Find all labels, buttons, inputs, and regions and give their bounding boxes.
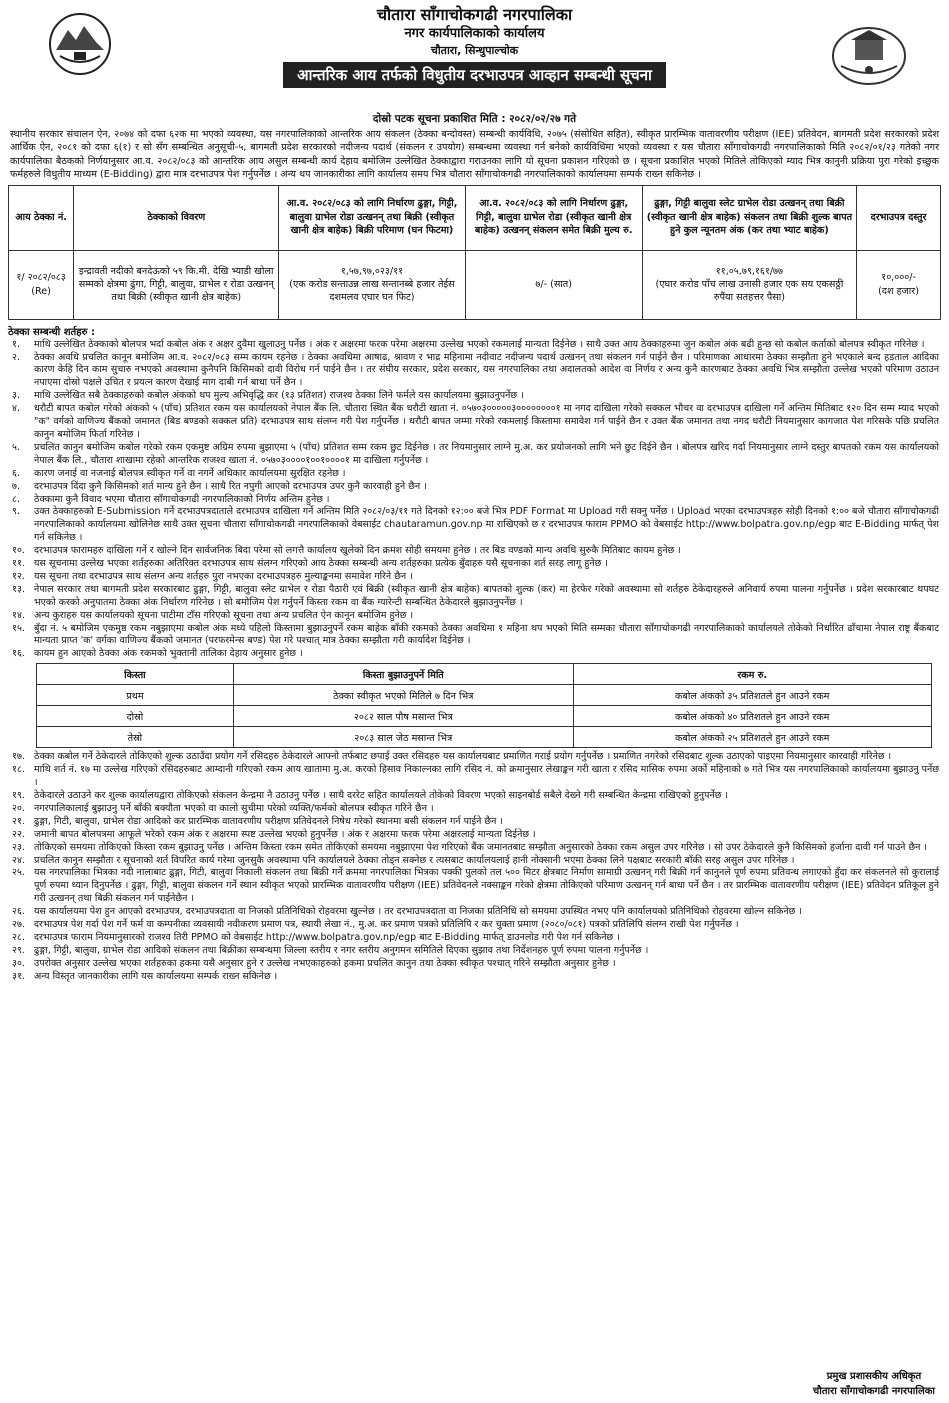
list-item: ३०. उपरोक्त अनुसार उल्लेख भएका शर्तहरुका हकमा यसै अनुसार हुने र उल्लेख नभएकाहरुको हकमा प्रचलित कानुन तथा ठेक्का स्वीकृत पश्चात् गरिने सम्झौता अनुसार हुनेछ । bbox=[12, 957, 616, 969]
list-item: २१. ढुङ्गा, गिटी, बालुवा, ग्राभेल रोडा आदिको कर प्रारम्भिक वातावरणीय परीक्षण प्रतिवेदनले निषेध गरेको स्थानमा बसी संकलन गर्न पाईने छैन । bbox=[12, 815, 503, 827]
list-item: ५. प्रचलित कानुन बमोजिम कबोल गरेको रकम एकमुष्ट अग्रिम रुपमा बुझाएमा ५ (पाँच) प्रतिशत सम्म रकम छुट दिईनेछ । तर नियमानुसार लाग्ने मु.अ. कर प्रयोजनको लागि भने छुट दिईने छैन । बोलपत्र खरिद गर्दा नियमानुसार लाग्ने दस्तुर बापतको रकम यस कार्यालयको नेपाल बैंक लि., चौतारा शाखामा रहेको आन्तरिक राजश्व खाता नं. ०५७०३००००१००१००००१ मा दाखिला गर्नुपर्नेछ । bbox=[12, 441, 939, 466]
col-contract-no: आय ठेक्का नं. bbox=[9, 185, 74, 250]
list-item: २८. दरभाउपत्र फाराम नियमानुसारको राजश्व तिरी PPMO को वेबसाईट http://www.bolpatra.gov.np/egp बाट E-Bidding मार्फत् डाउनलोड गरी पेश गर्न सकिनेछ । bbox=[12, 931, 620, 943]
publication-date: दोस्रो पटक सूचना प्रकाशित मिति : २०८२/०२/२७ गते bbox=[372, 113, 577, 125]
fee-cell bbox=[857, 250, 941, 319]
total-value: ११,०५,७९,१६१/७७ bbox=[715, 265, 784, 277]
installment-table bbox=[36, 663, 932, 748]
col-price: आ.व. २०८२/०८३ को लागि निर्धारण ढुङ्गा, गिट्टी, बालुवा ग्राभेल रोडा (स्वीकृत खानी क्षेत्र बाहेक) उत्खनन् संकलन समेत बिक्री मुल्य रु. bbox=[465, 185, 642, 250]
notice-title: आन्तरिक आय तर्फको विधुतीय दरभाउपत्र आव्हान सम्बन्धी सूचना bbox=[283, 62, 666, 88]
conditions-list-a bbox=[8, 339, 941, 662]
office-name: नगर कार्यपालिकाको कार्यालय bbox=[404, 26, 545, 41]
list-item: २९. ढुङ्गा, गिट्टी, बालुवा, ग्राभेल रोडा आदिको संकलन तथा बिक्रीका सम्बन्धमा जिल्ला स्तरीय र नगर स्तरीय अनुगमन समितिले दिएका सुझाव तथा निर्देशनहरु पूर्ण रुपमा पालना गर्नुपर्नेछ । bbox=[12, 944, 649, 956]
total-cell bbox=[642, 250, 856, 319]
intro-paragraph: स्थानीय सरकार संचालन ऐन, २०७४ को दफा ६२क मा भएको व्यवस्था, यस नगरपालिकाको आन्तरिक आय संकलन (ठेक्का बन्दोवस्त) सम्बन्धी कार्यविधि, २०७५ (संसोधित सहित), स्वीकृत प्रारम्भिक वातावरणीय परीक्षण (IEE) प्रतिवेदन, बागमती प्रदेश सरकारको प्रदेश आर्थिक ऐन, २०८१ को दफा ६(१) र सो सँग सम्बन्धित अनुसूची-५, बागमती प्रदेश सरकारको नदीजन्य पदार्थ (संकलन र उपयोग) सम्बन्धमा व्यवस्था गर्न बनेको कार्यविधिमा भएको व्यवस्था र यस चौतारा साँगाचोकगढी नगरपालिकाको मिति २०८२/०१/२३ गतेको नगर कार्यपालिका बैठकको निर्णयानुसार आ.व. २०८२/०८३ को आन्तरिक आय असुल सम्बन्धी कार्य देहाय बमोजिम उल्लेखित ठेक्काद्वारा गराउनका लागि यो सूचना प्रकाशन गरिएको छ । सूचना प्रकाशित भएको मितिले तोकिएको म्याद भित्र कानुनी प्रक्रिया पुरा गरेको इच्छुक फर्महरुले विधुतीय माध्यम (E-Bidding) द्वारा मात्र दरभाउपत्र पेश गर्नुपर्नेछ । अन्य थप जानकारीका लागि कार्यालय समय भित्र चौतारा साँगाचोकगढी नगरपालिकाको कार्यालयमा सम्पर्क राख्न सकिनेछ । bbox=[10, 129, 939, 181]
col-installment: किस्ता bbox=[37, 664, 234, 685]
fee-value: १०,०००/- bbox=[881, 272, 916, 284]
list-item: ४. धरौटी बापत कबोल गरेको अंकको ५ (पाँच) प्रतिशत रकम यस कार्यालयको नेपाल बैंक लि. चौतारा स्थित बैंक धरौटी खाता नं. ०५७०३०००००३००००००००१ मा नगद दाखिला गरेको सक्कल भौचर वा दरभाउपत्र दाखिला गर्ने अन्तिम मितिबाट १२० दिन सम्म म्याद भएको "क" वर्गको वाणिज्य बैंकको जमानत (बिड बण्डको सक्कल प्रति) दरभाउपत्र साथ संलग्न गरी पेश गर्नुपर्नेछ । धरौटी बापत जम्मा गरेको रकमलाई किस्तामा समावेश गर्न पाईने छैन र उक्त बैंक जमानत तथा नगद धरौटी नियमानुसार कागजात पेश गरिसके पछि प्रचलित कानुन बमोजिम फिर्ता गरिनेछ । bbox=[12, 403, 939, 440]
signatory-title: प्रमुख प्रशासकीय अधिकृत bbox=[826, 1371, 922, 1382]
table-row: तेस्रो २०८३ साल जेठ मसान्त भित्र कबोल अंकको २५ प्रतिशतले हुन आउने रकम bbox=[37, 727, 932, 748]
signature-block bbox=[813, 1369, 935, 1399]
col-installment-date: किस्ता बुझाउनुपर्ने मिति bbox=[233, 664, 573, 685]
list-item: १४. अन्य कुराहरु यस कार्यालयको सूचना पाटीमा टाँस गरिएको सूचना तथा अन्य प्रचलित ऐन कानून बमोजिम हुनेछ । bbox=[12, 609, 414, 621]
list-item: ६. कारण जनाई वा नजनाई बोलपत्र स्वीकृत गर्ने वा नगर्ने अधिकार कार्यालयमा सुरक्षित रहनेछ । bbox=[12, 467, 346, 479]
list-item: ३. माथि उल्लेखित सबै ठेक्काहरुको कबोल अंकको थप मुल्य अभिवृद्धि कर (१३ प्रतिशत) राजश्व ठेक्का लिने फर्मले यस कार्यालयमा बुझाउनुपर्नेछ । bbox=[12, 390, 524, 402]
list-item: ७. दरभाउपत्र दिंदा कुनै किसिमको शर्त मान्य हुने छैन । साथै रित नपुगी आएको दरभाउपत्र उपर कुनै कारवाही हुने छैन । bbox=[12, 480, 427, 492]
list-item: २३. तोकिएको समयमा तोकिएको किस्ता रकम बुझाउनु पर्नेछ । अन्तिम किस्ता रकम समेत तोकिएको समयमा नबुझाएमा पेश गरिएको बैंक जमानतबाट सम्झौता अनुसारको ठेक्का रकम असुल उपर गरिनेछ । सो उपर ठेकेदारले कुनै किसिमको हर्जाना दावी गर्न पाउने छैन । bbox=[12, 841, 928, 853]
list-item: १८. माथि शर्त नं. १७ मा उल्लेख गरिएको रसिदहरुबाट आम्दानी गरिएको रकम आय खातामा मु.अ. करको हिसाव निकाल्नका लागि रसिद नं. को क्रमानुसार लेखाङ्कन गरी खाता र रसिद मासिक रुपमा अर्को महिनाको ७ गते भित्र यस नगरपालिकाको कार्यालयमा बुझाउनु पर्नेछ । bbox=[12, 764, 939, 789]
list-item: २४. प्रचलित कानुन सम्झौता र सूचनाको शर्त विपरित कार्य गरेमा जुनसुकै अवस्थामा पनि कार्यालयले ठेक्का तोड्न सक्नेछ र त्यसबाट कार्यालयलाई हानी नोक्सानी भएमा ठेक्का लिने पक्षबाट सरकारी बाँकी सरह असुल उपर गरिनेछ । bbox=[12, 854, 795, 866]
org-name: चौतारा साँगाचोकगढी नगरपालिका bbox=[376, 5, 573, 24]
list-item: ९. उक्त ठेक्काहरुको E-Submission गर्ने दरभाउपत्रदाताले दरभाउपत्र दाखिला गर्ने अन्तिम मिति २०८२/०३/११ गते दिनको १२:०० बजे भित्र PDF Format मा Upload गरी सक्नु पर्नेछ । Upload भएका दरभाउपत्रहरु सोही दिनको १:०० बजे चौतारा साँगाचोकगढी नगरपालिकाको कार्यालयमा खोलिनेछ साथै उक्त सूचना चौतारा साँगाचोकगढी नगरपालिकाको वेबसाईट chautaramun.gov.np मा राखिएको छ र दरभाउपत्र फाराम PPMO को वेबसाईट http://www.bolpatra.gov.np/egp बाट E-Bidding मार्फत् पेश गर्न सकिनेछ । bbox=[12, 506, 939, 544]
col-description: ठेक्काको विवरण bbox=[74, 185, 279, 250]
price-cell: ७/- (सात) bbox=[465, 250, 642, 319]
list-item: १२. यस सूचना तथा दरभाउपत्र साथ संलग्न अन्य शर्तहरु पुरा नभएका दरभाउपत्रहरु मुल्याङ्कनमा समावेश गरिने छैन । bbox=[12, 570, 413, 582]
volume-words: (एक करोड सन्ताउन्न लाख सन्तानब्बे हजार तेईस दशमलव एघार घन फिट) bbox=[289, 279, 455, 304]
list-item: १९. ठेकेदारले उठाउने कर शुल्क कार्यालयद्वारा तोकिएको संकलन केन्द्रमा नै उठाउनु पर्नेछ । साथै दररेट सहित कार्यालयले तोकेको विवरण भएको साइनबोर्ड सबैले देख्ने गरी सम्बन्धित केन्द्रमा राखिएको हुनुपर्नेछ । bbox=[12, 790, 729, 801]
contract-table bbox=[8, 185, 941, 320]
list-item: १. माथि उल्लेखित ठेक्काको बोलपत्र भर्दा कबोल अंक र अक्षर दुवैमा खुलाउनु पर्नेछ । अंक र अक्षरमा फरक परेमा अक्षरमा उल्लेख भएको रकमलाई मान्यता दिईनेछ । साथै उक्त आय ठेक्काहरुमा जुन कबोल अंक बढी हुन्छ सो कबोल कर्ताको बोलपत्र स्वीकृत गरिनेछ । bbox=[12, 338, 925, 350]
list-item: ८. ठेक्कामा कुनै विवाद भएमा चौतारा साँगाचोकगढी नगरपालिकाको निर्णय अन्तिम हुनेछ । bbox=[12, 493, 330, 505]
conditions-list-b bbox=[8, 751, 941, 983]
list-item: १०. दरभाउपत्र फारामहरु दाखिला गर्ने र खोल्ने दिन सार्वजनिक बिदा परेमा सो लगत्तै कार्यालय खुलेको दिन क्रमश सोही समयमा हुनेछ । तर बिड वण्डको मान्य अवधि सुरुकै मितिबाट कायम हुनेछ । bbox=[12, 545, 681, 557]
fee-words: (दश हजार) bbox=[878, 285, 919, 297]
list-item: २६. यस कार्यालयमा पेश हुन आएको दरभाउपत्र, दरभाउपत्रदाता वा निजको प्रतिनिधिको रोहवरमा खुल्नेछ । तर दरभाउपत्रदाता वा निजका प्रतिनिधि सो समयमा उपस्थित नभए पनि कार्यालयको प्रतिनिधिको रोहवरमा खोल्न सकिनेछ । bbox=[12, 906, 802, 918]
list-item: ११. यस सूचनामा उल्लेख भएका शर्तहरुका अतिरिक्त दरभाउपत्र साथ संलग्न गरिएको आय ठेक्का सम्बन्धी अन्य शर्तहरुका प्रत्येक बुँदाहरु यसै सूचनाका शर्त सरह लागू हुनेछ । bbox=[12, 558, 608, 570]
list-item: २७. दरभाउपत्र पेश गर्दा पेश गर्ने फर्म वा कम्पनीका व्यवसायी नवीकरण प्रमाण पत्र, स्थायी लेखा नं., मु.अ. कर प्रमाण पत्रको प्रतिलिपि र कर चुक्ता प्रमाण (२०८०/०८१) पत्रको प्रतिलिपि संलग्न राखी पेश गर्नुपर्नेछ । bbox=[12, 919, 739, 931]
office-address: चौतारा, सिन्धुपाल्चोक bbox=[430, 44, 519, 57]
table-row bbox=[9, 250, 941, 319]
list-item: २२. जमानी बापत बोलपत्रमा आफूले भरेको रकम अंक र अक्षरमा स्पष्ट उल्लेख भएको हुनुपर्नेछ । अंक र अक्षरमा फरक परेमा अक्षरलाई मान्यता दिईनेछ । bbox=[12, 828, 536, 840]
list-item: १७. ठेक्का कबोल गर्ने ठेकेदारले तोकिएको शुल्क उठाउँदा प्रयोग गर्ने रसिदहरु ठेकेदारले आफ्नो तर्फबाट छपाई उक्त रसिदहरु यस कार्यालयबाट प्रमाणित गराई प्रयोग गर्नुपर्नेछ । प्रमाणित नगरेको रसिदबाट शुल्क उठाएको पाइएमा नियमानुसार कारवाही गरिनेछ । bbox=[12, 751, 892, 763]
col-total: ढुङ्गा, गिट्टी बालुवा स्लेट ग्राभेल रोडा उत्खनन् तथा बिक्री (स्वीकृत खानी क्षेत्र बाहेक) संकलन तथा बिक्री शुल्क बापत हुने कुल न्यूनतम अंक (कर तथा भ्याट बाहेक) bbox=[642, 185, 856, 250]
table-row: दोस्रो २०८२ साल पौष मसान्त भित्र कबोल अंकको ४० प्रतिशतले हुन आउने रकम bbox=[37, 706, 932, 727]
signatory-org: चौतारा साँगाचोकगढी नगरपालिका bbox=[812, 1386, 935, 1397]
contract-no: १/ २०८२/०८३ (Re) bbox=[9, 250, 74, 319]
contract-description: इन्द्रावती नदीको बनदेऊको ५९ कि.मी. देखि भ्याडी खोला सम्मको क्षेत्रमा ढुंगा, गिट्टी, बालुवा, ग्राभेल र रोडा उत्खनन् तथा बिक्री (स्वीकृत खानी क्षेत्र बाहेक) bbox=[74, 250, 279, 319]
col-installment-amount: रकम रु. bbox=[573, 664, 931, 685]
volume-value: १,५७,९७,०२३/११ bbox=[340, 265, 404, 277]
col-fee: दरभाउपत्र दस्तुर bbox=[857, 185, 941, 250]
notice-header bbox=[8, 4, 941, 108]
list-item: १६. कायम हुन आएको ठेक्का अंक रकमको भुक्तानी तालिका देहाय अनुसार हुनेछ । bbox=[12, 648, 303, 660]
table-row: प्रथम ठेक्का स्वीकृत भएको मितिले ७ दिन भित्र कबोल अंकको ३५ प्रतिशतले हुन आउने रकम bbox=[37, 685, 932, 706]
col-volume: आ.व. २०८२/०८३ को लागि निर्धारण ढुङ्गा, गिट्टी, बालुवा ग्राभेल रोडा उत्खनन् तथा बिक्री (स्वीकृत खानी क्षेत्र बाहेक) बिक्री परिमाण (घन फिटमा) bbox=[279, 185, 465, 250]
nepal-emblem-icon bbox=[48, 12, 112, 76]
conditions-title: ठेक्का सम्बन्धी शर्तहरु : bbox=[8, 326, 95, 338]
municipality-logo-icon bbox=[831, 26, 907, 86]
list-item: २५. यस नगरपालिका भित्रका नदी नालाबाट ढुङ्गा, गिटी, बालुवा निकाली संकलन तथा बिक्री गर्ने क्रममा नगरपालिका भित्रका पक्की पुलको तल ५०० मिटर क्षेत्रबाट निर्माण सामाग्री उत्खनन् गरी बिक्री गर्न कानुनले पूर्ण रुपमा प्रतिवन्ध लगाएको हुँदा कर संकलनले सो कुरालाई पूर्ण रुपमा ध्यान दिनुपर्नेछ । ढुङ्गा, गिट्टी, बालुवा संकलन गर्ने स्थान स्वीकृत भएको प्रारम्भिक वातावरणीय परीक्षण (IEE) प्रतिवेदनले नक्साङ्कन गरेको क्षेत्रमा तोकिएको परिमाण उत्खनन् गर्न बाधा पर्ने छैन । तर प्रारम्भिक वातावरणीय परीक्षण (IEE) प्रतिवेदन प्रतिकूल हुने गरी उत्खनन् तथा बिक्री संकलन गर्न पाईनेछैन । bbox=[12, 867, 939, 905]
volume-cell bbox=[279, 250, 465, 319]
list-item: २. ठेक्का अवधि प्रचलित कानून बमोजिम आ.व. २०८२/०८३ सम्म कायम रहनेछ । ठेक्का अवधिमा आषाढ, श्रावण र भाद्र महिनामा नदीवाट नदीजन्य पदार्थ उत्खनन् तथा संकलन गर्न पाईने छैन । परिमाणका आधारमा ठेक्का सम्झौता हुने भएकाले बन्द हडताल आदिका कारण केहि दिन काम सुचारु नभएको अवस्थामा कुनैपनि किसिमको दावी विरोध गर्न पाईने छैन । तर संघीय सरकार, प्रदेश सरकार, यस नगरपालिका तथा अदालतको आदेश वा निर्णय र अन्य कुनै कारणबाट ठेक्का अवधि भित्र सम्झौता उल्लेख भएको परिमाण उठाउन नपाएमा दोस्रो पक्षले उचित र प्रयत्न कारण देखाई माग दाबी गर्न बाधा पर्ने छैन । bbox=[12, 351, 939, 389]
list-item: २०. नगरपालिकालाई बुझाउनु पर्ने बाँकी बक्यौता भएको वा कालो सुचीमा परेको व्यक्ति/फर्मको बोलपत्र स्वीकृत गरिने छैन । bbox=[12, 802, 434, 814]
list-item: ३१. अन्य विस्तृत जानकारीका लागि यस कार्यालयमा सम्पर्क राख्न सकिनेछ । bbox=[12, 970, 278, 982]
total-words: (एघार करोड पाँच लाख उनासी हजार एक सय एकसठ्ठी रुपैंया सतहत्तर पैसा) bbox=[655, 279, 844, 304]
list-item: १३. नेपाल सरकार तथा बागमती प्रदेश सरकारबाट ढुङ्गा, गिट्टी, बालुवा स्लेट ग्राभेल र रोडा पैठारी एवं बिक्री (स्वीकृत खानी क्षेत्र बाहेक) बापतको शुल्क (कर) मा हेरफेर गरेको अवस्थामा सो शर्तहरु ठेकेदारहरुले अनिवार्य रुपमा पालना गर्नुपर्नेछ । प्रदेश सरकारबाट थपघट भएको करको अनुपातमा ठेक्का अंक निर्धारण गरिनेछ । सो बमोजिम पेश गर्नुपर्ने किस्ता रकम वा बैंक ग्यारेन्टी सम्बन्धित ठेकेदारले बुझाउनुपर्नेछ । bbox=[12, 583, 939, 608]
list-item: १५. बुँदा नं. ५ बमोजिम एकमुष्ठ रकम नबुझाएमा कबोल अंक मध्ये पहिलो किस्तामा बुझाउनुपर्ने रकम बाहेक बाँकी रकमको ठेक्का अवधिमा १ महिना थप भएको मिति सम्मका चौतारा साँगाचोकगढी नगरपालिकाको कार्यालयले तोकेको निर्धारित ढाँचामा नेपाल राष्ट्र बैंकबाट मान्यता प्राप्त 'क' वर्गका वाणिज्य बैंकको जमानत (परफरमेन्स बण्ड) पेश गरे पश्चात् मात्र ठेक्का सम्झौता गरी कार्यादेश दिईनेछ । bbox=[12, 622, 939, 647]
